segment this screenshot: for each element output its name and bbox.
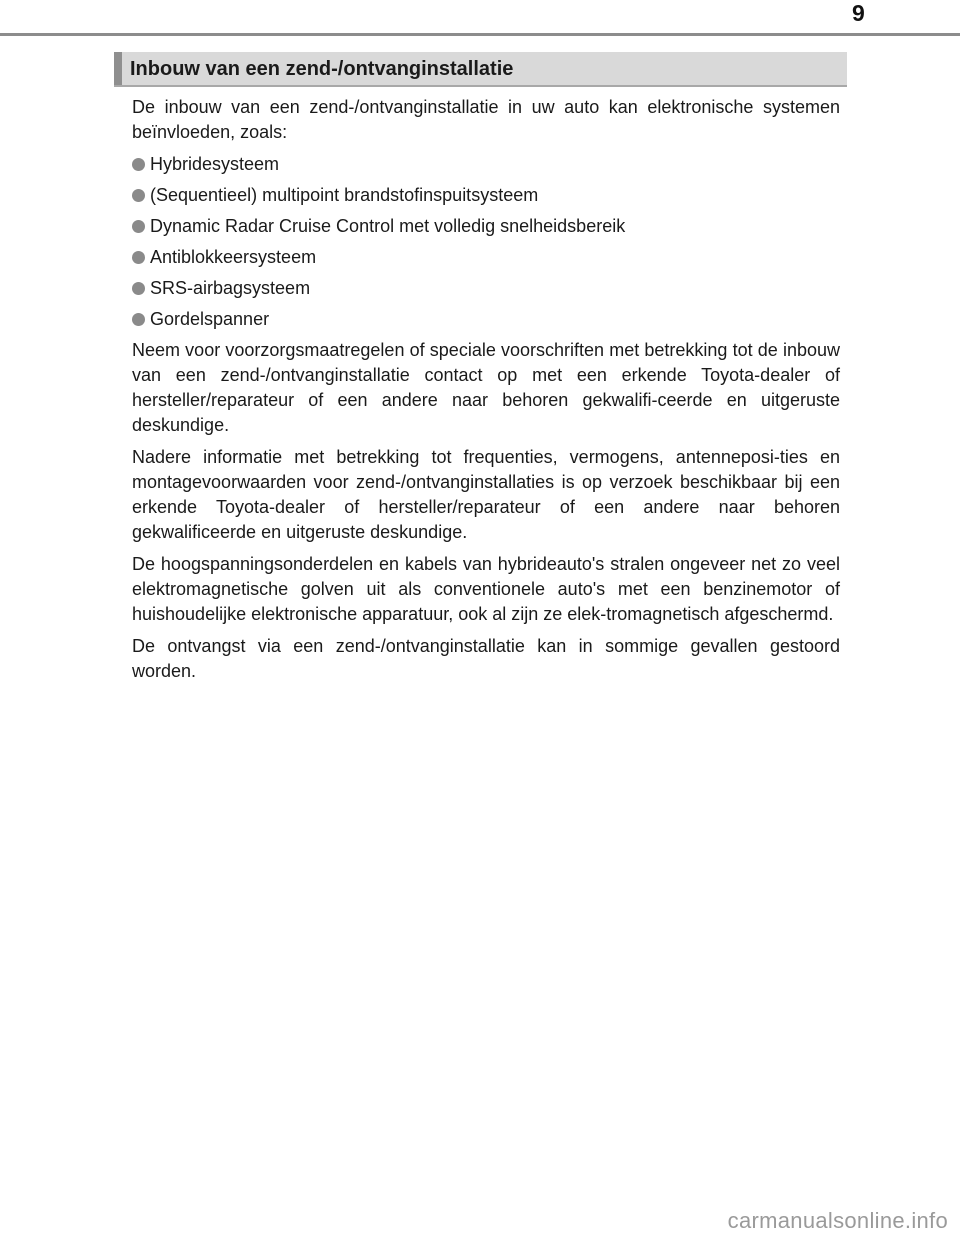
list-item-text: Dynamic Radar Cruise Control met volledig snelheidsbereik xyxy=(150,216,626,236)
list-item xyxy=(132,307,840,332)
bullet-icon xyxy=(132,251,145,264)
body-paragraph: Neem voor voorzorgsmaatregelen of speciale voorschriften met betrekking tot de inbouw van een zend-/ontvanginstallatie contact op met een erkende Toyota-dealer of hersteller/reparateur of een andere naar behoren gekwalifi-ceerde en uitgeruste deskundige. xyxy=(132,340,840,435)
list-item-text: Antiblokkeersysteem xyxy=(150,247,317,267)
main-content xyxy=(132,95,840,691)
list-item xyxy=(132,183,840,208)
body-paragraph: De hoogspanningsonderdelen en kabels van hybrideauto's stralen ongeveer net zo veel elektromagnetische golven uit als conventionele auto's met een benzinemotor of huishoudelijke elektronische apparatuur, ook al zijn ze elek-tromagnetisch afgeschermd. xyxy=(132,554,840,624)
header-rule xyxy=(0,33,960,36)
bullet-icon xyxy=(132,158,145,171)
body-paragraph: Nadere informatie met betrekking tot frequenties, vermogens, antenneposi-ties en montagevoorwaarden voor zend-/ontvanginstallaties is op verzoek beschikbaar bij een erkende Toyota-dealer of hersteller/reparateur of een andere naar behoren gekwalificeerde en uitgeruste deskundige. xyxy=(132,447,840,542)
affected-systems-list xyxy=(132,152,840,332)
list-item-text: (Sequentieel) multipoint brandstofinspuitsysteem xyxy=(150,185,539,205)
watermark: carmanualsonline.info xyxy=(727,1208,948,1233)
bullet-icon xyxy=(132,189,145,202)
list-item xyxy=(132,152,840,177)
bullet-icon xyxy=(132,313,145,326)
list-item-text: SRS-airbagsysteem xyxy=(150,278,311,298)
bullet-icon xyxy=(132,220,145,233)
list-item-text: Hybridesysteem xyxy=(150,154,280,174)
section-title: Inbouw van een zend-/ontvanginstallatie xyxy=(130,58,514,80)
body-paragraph: De ontvangst via een zend-/ontvanginstallatie kan in sommige gevallen gestoord worden. xyxy=(132,636,840,681)
list-item xyxy=(132,276,840,301)
list-item xyxy=(132,214,840,239)
section-header-accent-bar xyxy=(114,52,122,85)
list-item-text: Gordelspanner xyxy=(150,309,270,329)
page-number: 9 xyxy=(852,0,865,26)
list-item xyxy=(132,245,840,270)
bullet-icon xyxy=(132,282,145,295)
intro-paragraph: De inbouw van een zend-/ontvanginstallatie in uw auto kan elektronische systemen beïnvloeden, zoals: xyxy=(132,97,840,142)
section-header xyxy=(114,52,847,87)
